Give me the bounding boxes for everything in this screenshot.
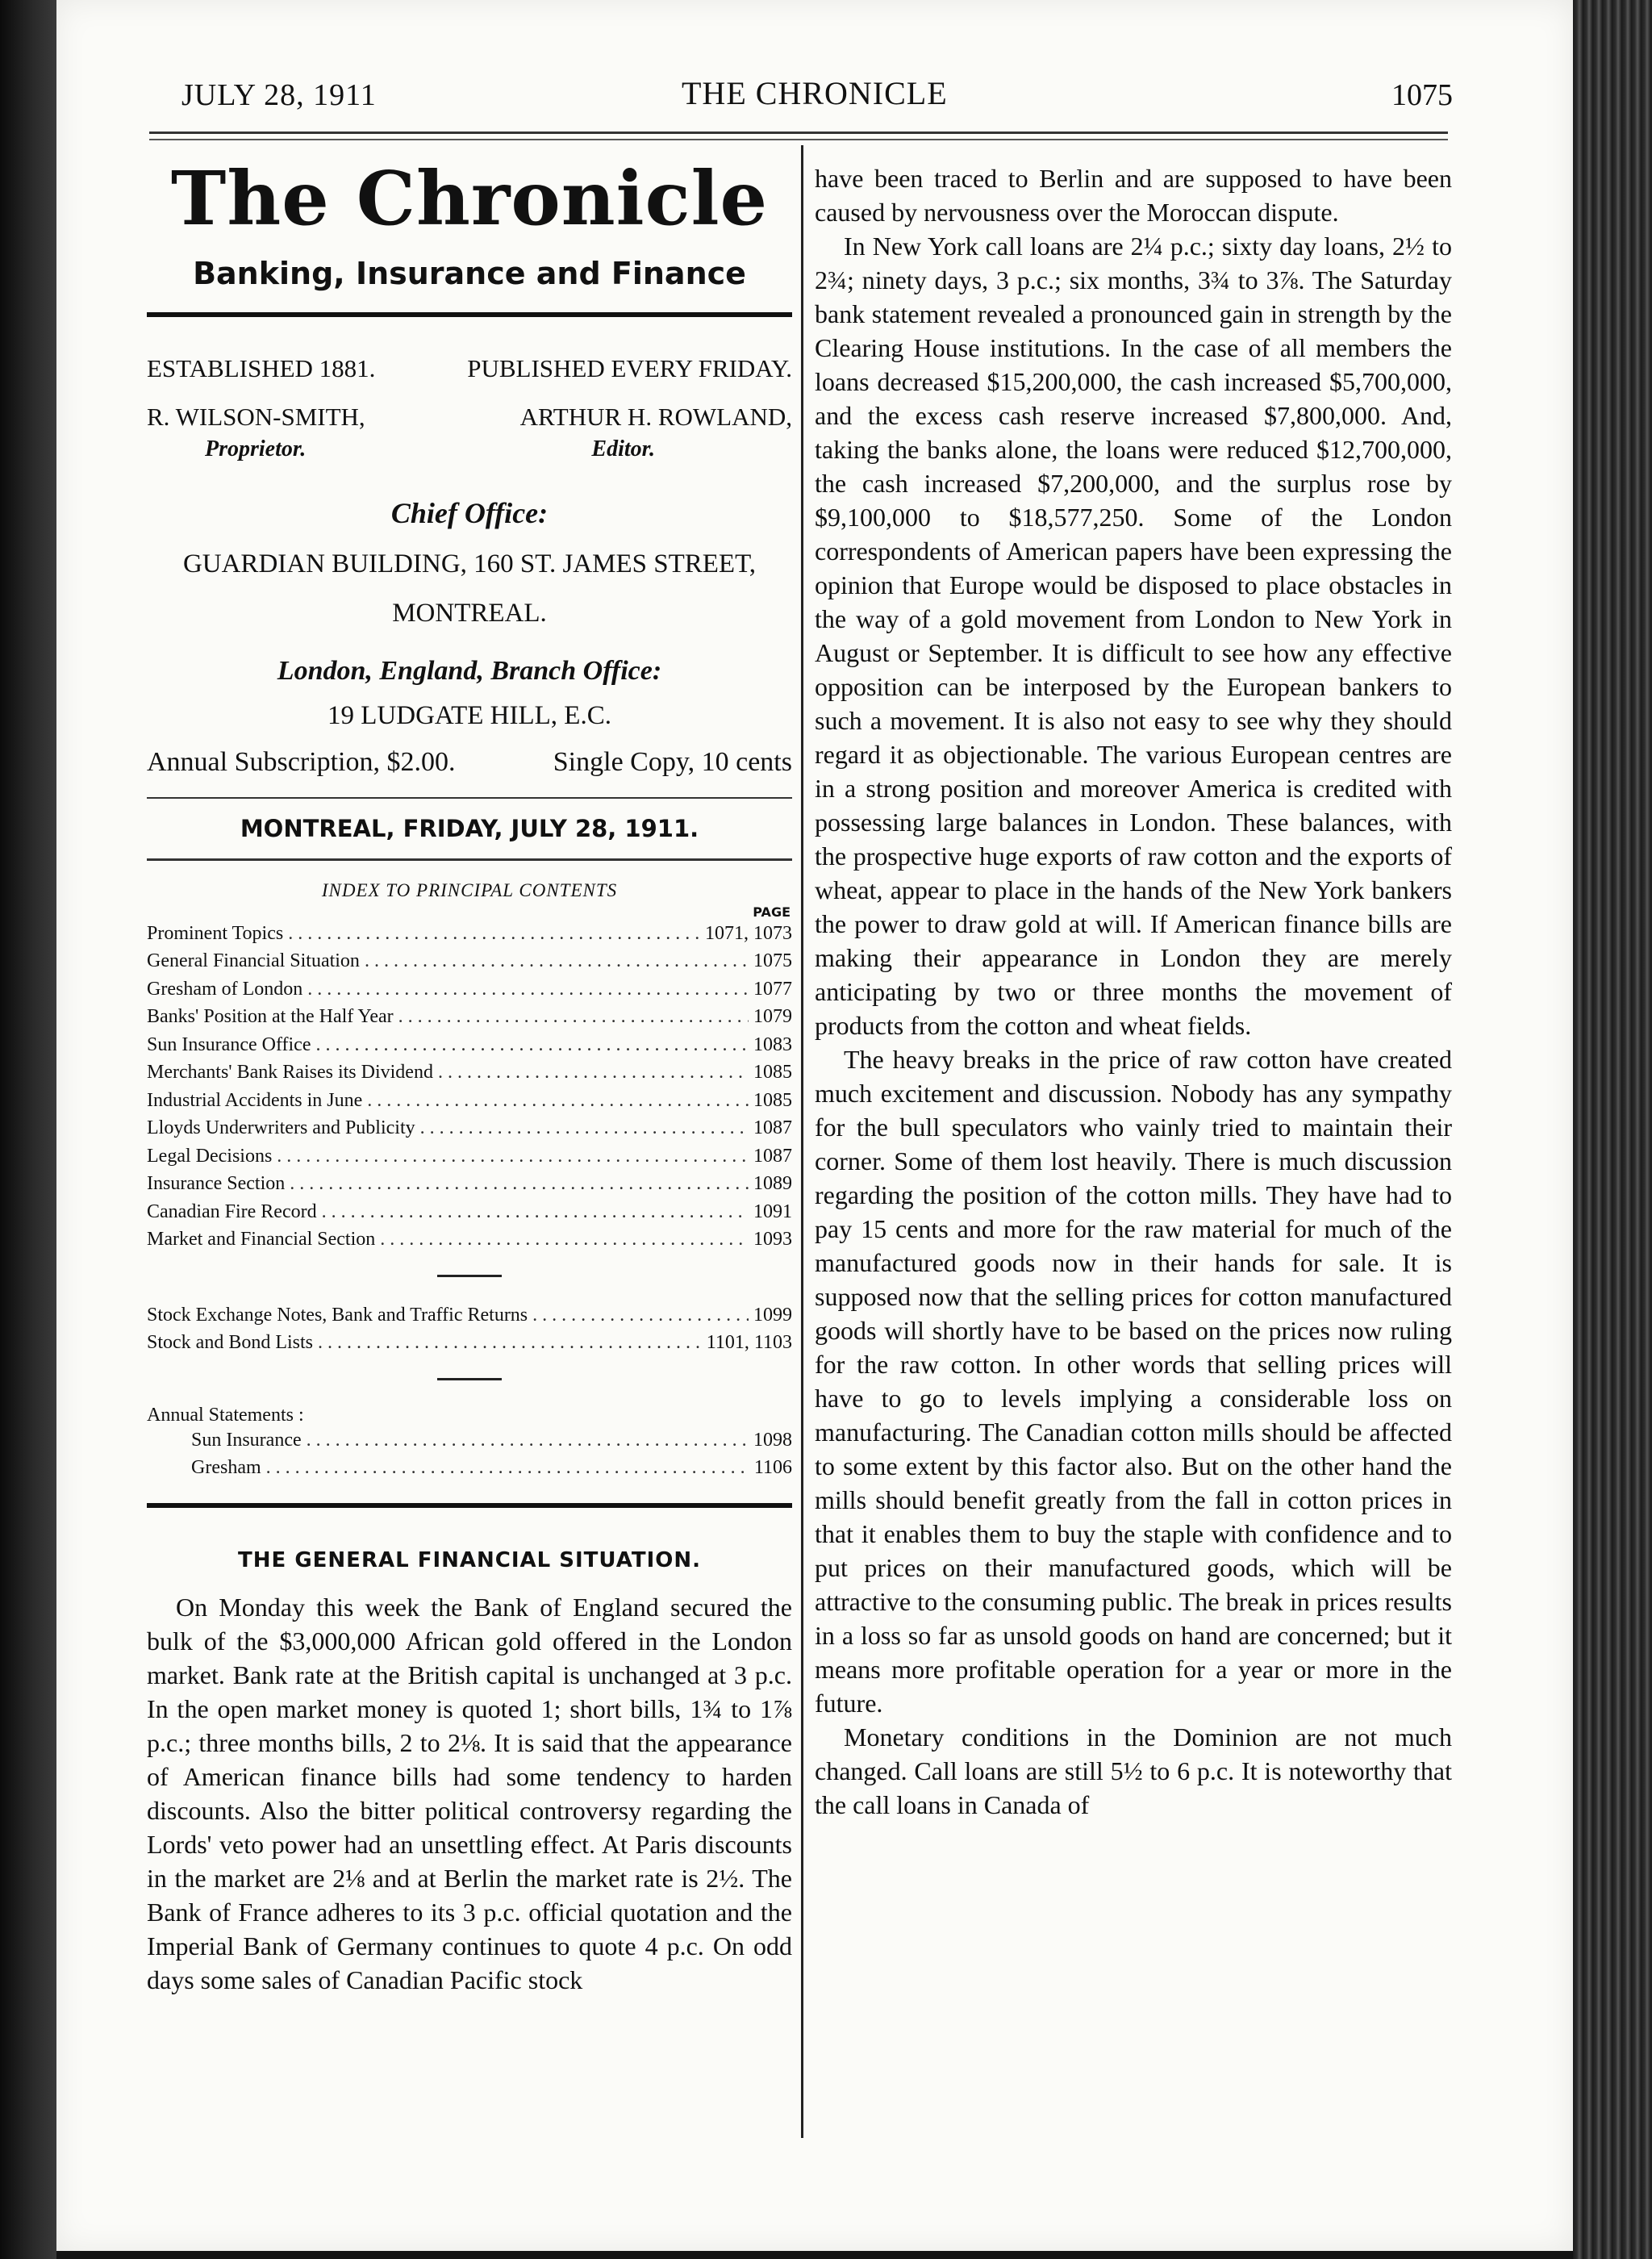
article-body-right: [815, 161, 1452, 1822]
index-entry-title: Stock Exchange Notes, Bank and Traffic Returns: [147, 1304, 528, 1326]
index-title: INDEX TO PRINCIPAL CONTENTS: [321, 879, 618, 900]
staff-names: [147, 403, 792, 432]
index-entry: [147, 1198, 792, 1226]
annual-statements-list: [147, 1426, 792, 1482]
divider: [147, 858, 792, 861]
established-text: ESTABLISHED 1881.: [147, 353, 376, 382]
index-leader-dots: [438, 1059, 749, 1087]
editor-name: ARTHUR H. ROWLAND,: [519, 402, 792, 431]
index-entry: [147, 1059, 792, 1087]
index-leader-dots: [532, 1301, 749, 1330]
index-leader-dots: [380, 1226, 749, 1254]
index-leader-dots: [290, 1170, 749, 1198]
article-paragraph: Monetary conditions in the Dominion are not much changed. Call loans are still 5½ to 6 p.c. It is noteworthy that the call loans in Canada of: [815, 1722, 1452, 1819]
annual-statements-heading: Annual Statements :: [147, 1404, 304, 1426]
index-entry-title: Sun Insurance Office: [147, 1033, 311, 1055]
subscription-info: [147, 747, 792, 778]
index-entry: [147, 975, 792, 1004]
index-entry-title: Canadian Fire Record: [147, 1200, 317, 1222]
index-entry-page: 1085: [753, 1062, 792, 1084]
index-leader-dots: [266, 1454, 749, 1482]
index-entry-page: 1101, 1103: [706, 1332, 792, 1354]
index-entry-page: 1071, 1073: [705, 922, 792, 944]
index-entry-title: Merchants' Bank Raises its Dividend: [147, 1062, 433, 1084]
index-list-secondary: [147, 1301, 792, 1357]
index-entry: [147, 1329, 792, 1357]
index-entry-page: 1099: [753, 1304, 792, 1326]
index-entry: [147, 1031, 792, 1059]
index-entry: [147, 1142, 792, 1171]
index-entry-title: Sun Insurance: [191, 1429, 302, 1451]
left-column: [147, 153, 792, 1997]
index-entry-page: 1091: [753, 1200, 792, 1222]
index-leader-dots: [288, 920, 700, 948]
index-entry-page: 1077: [753, 978, 792, 1000]
index-entry-title: Lloyds Underwriters and Publicity: [147, 1117, 415, 1139]
index-divider: [437, 1378, 502, 1380]
index-entry-page: 1089: [753, 1173, 792, 1195]
annual-subscription: Annual Subscription, $2.00.: [147, 746, 456, 777]
index-entry: [191, 1454, 792, 1482]
index-leader-dots: [307, 975, 749, 1004]
branch-office-address: 19 LUDGATE HILL, E.C.: [327, 700, 611, 730]
index-entry-page: 1085: [753, 1089, 792, 1111]
index-leader-dots: [322, 1198, 749, 1226]
issue-dateline: MONTREAL, FRIDAY, JULY 28, 1911.: [240, 814, 699, 842]
column-rule: [801, 145, 803, 2138]
article-paragraph: have been traced to Berlin and are supposed to have been caused by nervousness over the Moroccan dispute.: [815, 164, 1452, 227]
index-entry: [191, 1426, 792, 1455]
article-paragraph: On Monday this week the Bank of England secured the bulk of the $3,000,000 African gold offered in the London market. Bank rate at the British capital is unchanged at 3 p.c. In the open market money is quoted 1; short bills, 1¾ to 1⅞ p.c.; three months bills, 2 to 2⅛. It is said that the appearance of American finance bills had some tendency to harden discounts. Also the bitter political controversy regarding the Lords' veto power had an unsettling effect. At Paris discounts in the market are 2⅛ and at Berlin the market rate is 2½. The Bank of France adheres to its 3 p.c. official quotation and the Imperial Bank of Germany continues to quote 4 p.c. On odd days some sales of Canadian Pacific stock: [147, 1592, 792, 1994]
book-page-edges: [1573, 0, 1652, 2259]
index-entry-title: Industrial Accidents in June: [147, 1089, 363, 1111]
article-paragraph: In New York call loans are 2¼ p.c.; sixty day loans, 2½ to 2¾; ninety days, 3 p.c.; six months, 3¾ to 3⅞. The Saturday bank statement revealed a pronounced gain in strength by the Clearing House institutions. In the case of all members the loans decreased $15,200,000, the cash increased $5,700,000, and the excess cash reserve increased $7,800,000. And, taking the banks alone, the loans were reduced $12,700,000, the cash increased $7,200,000, and the surplus rose by $9,100,000 to $18,577,250. Some of the London correspondents of American papers have been expressing the opinion that Europe would be disposed to place obstacles in the way of a gold movement from London to New York in August or September. It is difficult to see how any effective opposition can be interposed by the European bankers to such a movement. It is also not easy to see why they should regard it as objectionable. The various European centres are in a strong position and moreover America is credited with possessing large balances in London. These balances, with the prospective huge exports of raw cotton and the exports of wheat, appear to place in the hands of the New York bankers the power to draw gold at will. If American finance bills are making their appearance in London they are merely anticipating by two or three months the movement of products from the cotton and wheat fields.: [815, 232, 1452, 1040]
index-entry-title: Stock and Bond Lists: [147, 1332, 314, 1354]
index-leader-dots: [420, 1114, 749, 1142]
chief-office-city: MONTREAL.: [392, 598, 547, 628]
index-entry-title: Gresham: [191, 1457, 261, 1479]
index-entry-page: 1087: [753, 1117, 792, 1139]
proprietor-name: R. WILSON-SMITH,: [147, 402, 365, 431]
running-header-title: THE CHRONICLE: [682, 75, 948, 111]
editor-role: Editor.: [591, 436, 655, 461]
index-entry: [147, 1170, 792, 1198]
masthead-title: The Chronicle: [170, 155, 769, 242]
index-leader-dots: [315, 1031, 749, 1059]
index-leader-dots: [318, 1329, 702, 1357]
proprietor-role: Proprietor.: [205, 436, 307, 461]
index-leader-dots: [307, 1426, 749, 1455]
index-entry-page: 1079: [753, 1006, 792, 1028]
index-divider: [437, 1275, 502, 1277]
index-entry: [147, 920, 792, 948]
index-entry-title: Market and Financial Section: [147, 1229, 376, 1251]
index-entry-page: 1087: [753, 1145, 792, 1167]
index-entry: [147, 1226, 792, 1254]
index-entry: [147, 1003, 792, 1031]
index-entry: [147, 1301, 792, 1330]
running-header-date: JULY 28, 1911: [181, 78, 377, 112]
chief-office-address: GUARDIAN BUILDING, 160 ST. JAMES STREET,: [182, 549, 757, 578]
index-entry-page: 1083: [753, 1033, 792, 1055]
chief-office-label: Chief Office:: [390, 496, 549, 529]
index-page-label: PAGE: [753, 904, 791, 920]
article-body-left: [147, 1590, 792, 1997]
index-entry-title: Gresham of London: [147, 978, 303, 1000]
branch-office-label: London, England, Branch Office:: [277, 655, 662, 686]
index-list: [147, 920, 792, 1254]
index-entry-title: Insurance Section: [147, 1173, 286, 1195]
running-header-page: 1075: [1391, 78, 1453, 112]
article-paragraph: The heavy breaks in the price of raw cotton have created much excitement and discussion. Nobody has any sympathy for the bull speculators who vainly tried to maintain their corner. Some of them lost heavily. There is much discussion regarding the position of the cotton mills. They have had to pay 15 cents and more for the raw material for much of the manufactured goods now in their hands for sale. It is supposed now that the selling prices for cotton manufactured goods will shortly have to be based on the prices now ruling for the raw cotton. In other words that selling prices will have to go to levels implying a considerable loss on manufacturing. The Canadian cotton mills should be affected to some extent by this factor also. But on the other hand the mills should benefit greatly from the fall in cotton prices in that it enables them to buy the staple with confidence and to put prices on their manufactured goods, which will be attractive to the consuming public. The break in prices results in a loss so far as unsold goods on hand are concerned; but it means more profitable operation for a year or more in the future.: [815, 1045, 1452, 1718]
index-entry-page: 1075: [753, 950, 792, 972]
publication-info: [147, 354, 792, 383]
staff-roles: [147, 436, 792, 462]
header-rule: [149, 132, 1448, 140]
index-entry-title: Prominent Topics: [147, 922, 284, 944]
divider: [147, 797, 792, 799]
right-column: [815, 161, 1452, 1822]
index-leader-dots: [398, 1003, 749, 1031]
published-text: PUBLISHED EVERY FRIDAY.: [467, 353, 792, 382]
index-entry-page: 1093: [753, 1229, 792, 1251]
index-entry-page: 1098: [753, 1429, 792, 1451]
index-entry: [147, 947, 792, 975]
article-heading: THE GENERAL FINANCIAL SITUATION.: [238, 1547, 701, 1572]
index-leader-dots: [277, 1142, 749, 1171]
binding-edge: [0, 0, 56, 2259]
index-leader-dots: [367, 1087, 749, 1115]
index-entry-page: 1106: [753, 1457, 792, 1479]
index-entry-title: Banks' Position at the Half Year: [147, 1006, 394, 1028]
index-entry-title: General Financial Situation: [147, 950, 360, 972]
index-entry-title: Legal Decisions: [147, 1145, 273, 1167]
section-rule: [147, 1503, 792, 1508]
masthead-subtitle: Banking, Insurance and Finance: [193, 255, 746, 291]
index-entry: [147, 1114, 792, 1142]
single-copy-price: Single Copy, 10 cents: [553, 746, 792, 777]
index-entry: [147, 1087, 792, 1115]
index-leader-dots: [365, 947, 749, 975]
masthead-rule: [147, 312, 792, 317]
